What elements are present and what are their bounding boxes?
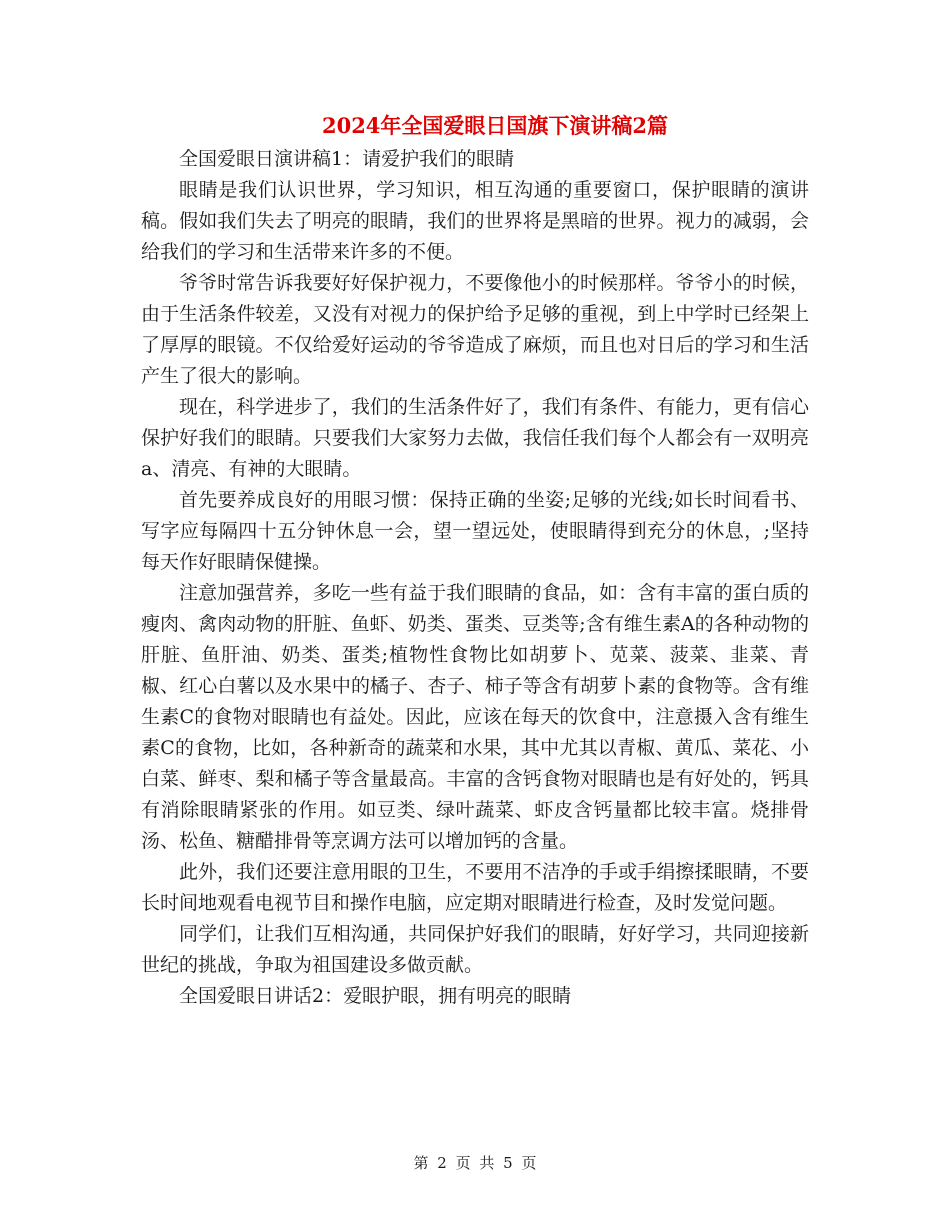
paragraph: 此外，我们还要注意用眼的卫生，不要用不洁净的手或手绢擦揉眼睛，不要长时间地观看电视节目和操作电脑，应定期对眼睛进行检查，及时发觉问题。 [141, 861, 809, 914]
document-body [141, 144, 809, 1012]
paragraph-speech-2-heading: 全国爱眼日讲话2：爱眼护眼，拥有明亮的眼睛 [179, 985, 572, 1007]
paragraph-speech-1-heading: 全国爱眼日演讲稿1：请爱护我们的眼睛 [179, 148, 515, 170]
paragraph: 现在，科学进步了，我们的生活条件好了，我们有条件、有能力，更有信心保护好我们的眼睛。只要我们大家努力去做，我信任我们每个人都会有一双明亮a、清亮、有神的大眼睛。 [141, 396, 809, 480]
paragraph: 同学们，让我们互相沟通，共同保护好我们的眼睛，好好学习，共同迎接新世纪的挑战，争取为祖国建设多做贡献。 [141, 923, 809, 976]
paragraph: 爷爷时常告诉我要好好保护视力，不要像他小的时候那样。爷爷小的时候，由于生活条件较差，又没有对视力的保护给予足够的重视，到上中学时已经架上了厚厚的眼镜。不仅给爱好运动的爷爷造成了麻烦，而且也对日后的学习和生活产生了很大的影响。 [141, 272, 809, 387]
paragraph: 首先要养成良好的用眼习惯：保持正确的坐姿;足够的光线;如长时间看书、写字应每隔四十五分钟休息一会，望一望远处，使眼睛得到充分的休息，;坚持每天作好眼睛保健操。 [141, 489, 809, 573]
paragraph: 眼睛是我们认识世界，学习知识，相互沟通的重要窗口，保护眼睛的演讲稿。假如我们失去了明亮的眼睛，我们的世界将是黑暗的世界。视力的减弱，会给我们的学习和生活带来许多的不便。 [141, 179, 809, 263]
page-number-footer: 第 2 页 共 5 页 [413, 1154, 537, 1172]
paragraph: 注意加强营养，多吃一些有益于我们眼睛的食品，如：含有丰富的蛋白质的瘦肉、禽肉动物的肝脏、鱼虾、奶类、蛋类、豆类等;含有维生素A的各种动物的肝脏、鱼肝油、奶类、蛋类;植物性食物比如胡萝卜、苋菜、菠菜、韭菜、青椒、红心白薯以及水果中的橘子、杏子、柿子等含有胡萝卜素的食物等。含有维生素C的食物对眼睛也有益处。因此，应该在每天的饮食中，注意摄入含有维生素C的食物，比如，各种新奇的蔬菜和水果，其中尤其以青椒、黄瓜、菜花、小白菜、鲜枣、梨和橘子等含量最高。丰富的含钙食物对眼睛也是有好处的，钙具有消除眼睛紧张的作用。如豆类、绿叶蔬菜、虾皮含钙量都比较丰富。烧排骨汤、松鱼、糖醋排骨等烹调方法可以增加钙的含量。 [141, 582, 809, 852]
document-title: 2024年全国爱眼日国旗下演讲稿2篇 [321, 113, 669, 138]
